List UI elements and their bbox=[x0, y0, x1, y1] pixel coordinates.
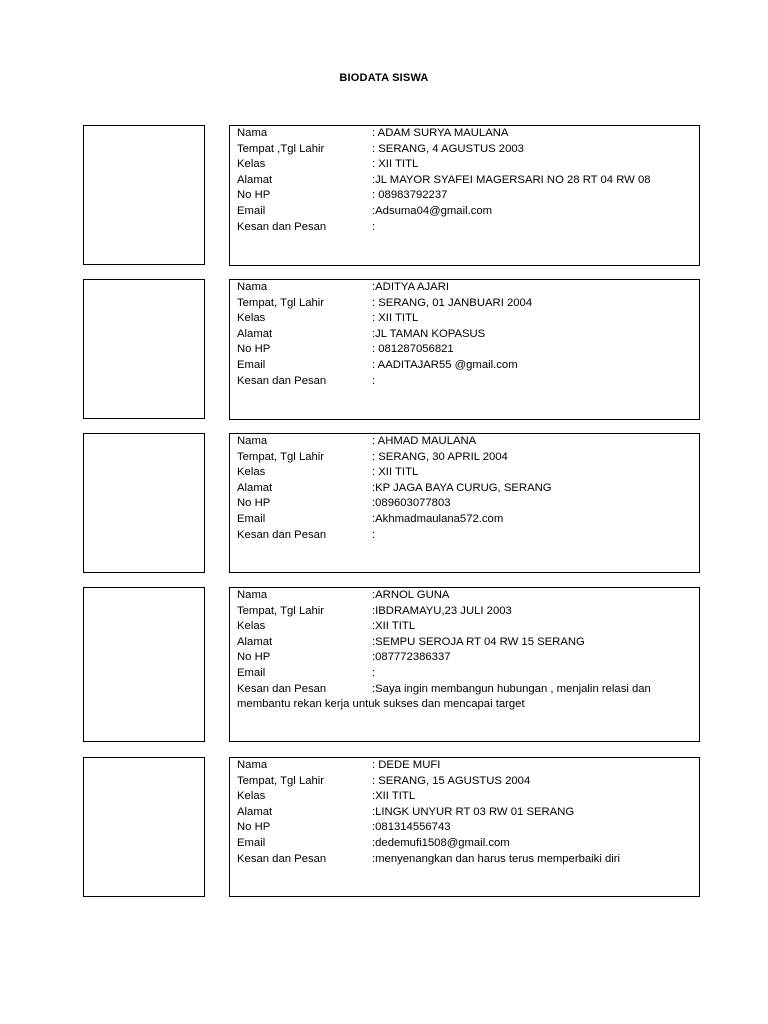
field-row bbox=[237, 852, 691, 868]
field-row bbox=[237, 220, 691, 236]
photo-placeholder bbox=[83, 433, 205, 573]
field-value: :dedemufi1508@gmail.com bbox=[372, 836, 510, 849]
field-label: Kelas bbox=[237, 620, 266, 633]
field-row bbox=[237, 296, 691, 312]
field-label: Email bbox=[237, 358, 266, 371]
field-value: :ADITYA AJARI bbox=[372, 281, 450, 293]
field-row bbox=[237, 588, 691, 604]
field-label: Nama bbox=[237, 127, 268, 139]
field-value: : DEDE MUFI bbox=[372, 759, 441, 771]
info-box bbox=[229, 587, 700, 742]
field-label: Nama bbox=[237, 589, 268, 601]
field-value: :XII TITL bbox=[372, 790, 416, 803]
field-label: Tempat, Tgl Lahir bbox=[237, 604, 325, 617]
field-label: Alamat bbox=[237, 173, 273, 186]
field-label: Alamat bbox=[237, 635, 273, 648]
photo-placeholder bbox=[83, 279, 205, 419]
field-value: :081314556743 bbox=[372, 821, 451, 834]
field-row bbox=[237, 528, 691, 544]
field-label: Tempat, Tgl Lahir bbox=[237, 450, 325, 463]
field-row bbox=[237, 450, 691, 466]
field-value: : bbox=[372, 528, 376, 541]
field-value: :089603077803 bbox=[372, 497, 451, 510]
field-value: : bbox=[372, 374, 376, 387]
field-row bbox=[237, 682, 691, 713]
field-value: :Akhmadmaulana572.com bbox=[372, 512, 504, 525]
photo-placeholder bbox=[83, 125, 205, 265]
field-row bbox=[237, 774, 691, 790]
field-label: No HP bbox=[237, 651, 271, 664]
field-row bbox=[237, 157, 691, 173]
field-value: :087772386337 bbox=[372, 651, 451, 664]
field-row bbox=[237, 481, 691, 497]
field-row bbox=[237, 666, 691, 682]
field-row bbox=[237, 188, 691, 204]
field-label: Email bbox=[237, 836, 266, 849]
field-row bbox=[237, 650, 691, 666]
field-label: Email bbox=[237, 204, 266, 217]
field-label: Nama bbox=[237, 435, 268, 447]
field-value: : AHMAD MAULANA bbox=[372, 435, 477, 447]
field-label: Tempat, Tgl Lahir bbox=[237, 774, 325, 787]
field-label: Tempat, Tgl Lahir bbox=[237, 296, 325, 309]
field-label: Alamat bbox=[237, 805, 273, 818]
field-value: : 081287056821 bbox=[372, 343, 454, 356]
field-value: : XII TITL bbox=[372, 312, 419, 325]
field-row bbox=[237, 311, 691, 327]
field-label: Kesan dan Pesan bbox=[237, 528, 327, 541]
field-value: : SERANG, 30 APRIL 2004 bbox=[372, 450, 508, 463]
field-row bbox=[237, 280, 691, 296]
field-row bbox=[237, 635, 691, 651]
field-value: :KP JAGA BAYA CURUG, SERANG bbox=[372, 481, 552, 494]
info-box bbox=[229, 279, 700, 420]
field-row bbox=[237, 789, 691, 805]
field-row bbox=[237, 374, 691, 390]
field-row bbox=[237, 604, 691, 620]
field-value: :LINGK UNYUR RT 03 RW 01 SERANG bbox=[372, 805, 575, 818]
photo-placeholder bbox=[83, 757, 205, 897]
field-value: :Adsuma04@gmail.com bbox=[372, 204, 493, 217]
field-value: :JL TAMAN KOPASUS bbox=[372, 327, 486, 340]
field-label: No HP bbox=[237, 189, 271, 202]
info-box bbox=[229, 433, 700, 573]
field-row bbox=[237, 142, 691, 158]
field-label: Kesan dan Pesan bbox=[237, 374, 327, 387]
field-row bbox=[237, 619, 691, 635]
field-row bbox=[237, 820, 691, 836]
field-value: : AADITAJAR55 @gmail.com bbox=[372, 358, 518, 371]
field-value: : XII TITL bbox=[372, 466, 419, 479]
field-value: : bbox=[372, 220, 376, 233]
photo-placeholder bbox=[83, 587, 205, 742]
page-title: BIODATA SISWA bbox=[339, 72, 429, 84]
field-row bbox=[237, 805, 691, 821]
field-value: :XII TITL bbox=[372, 620, 416, 633]
field-row bbox=[237, 434, 691, 450]
field-value: : SERANG, 4 AGUSTUS 2003 bbox=[372, 142, 524, 155]
field-value: : XII TITL bbox=[372, 158, 419, 171]
field-label: Alamat bbox=[237, 481, 273, 494]
field-label: Tempat ,Tgl Lahir bbox=[237, 142, 325, 155]
field-row bbox=[237, 358, 691, 374]
field-label: Kelas bbox=[237, 790, 266, 803]
field-value: :IBDRAMAYU,23 JULI 2003 bbox=[372, 604, 512, 617]
info-box bbox=[229, 757, 700, 897]
field-value: : ADAM SURYA MAULANA bbox=[372, 127, 509, 139]
field-value: :ARNOL GUNA bbox=[372, 589, 450, 601]
field-label: Email bbox=[237, 666, 266, 679]
field-label: Kelas bbox=[237, 158, 266, 171]
field-label: Kesan dan Pesan bbox=[237, 682, 327, 695]
field-label: Kelas bbox=[237, 312, 266, 325]
field-value: : SERANG, 01 JANBUARI 2004 bbox=[372, 296, 533, 309]
field-label: No HP bbox=[237, 497, 271, 510]
field-row bbox=[237, 512, 691, 528]
field-label: Kesan dan Pesan bbox=[237, 852, 327, 865]
field-value: : bbox=[372, 666, 376, 679]
field-row bbox=[237, 496, 691, 512]
field-row bbox=[237, 836, 691, 852]
field-label: Kelas bbox=[237, 466, 266, 479]
field-label: Nama bbox=[237, 281, 268, 293]
field-value: :SEMPU SEROJA RT 04 RW 15 SERANG bbox=[372, 635, 585, 648]
field-value: : 08983792237 bbox=[372, 189, 448, 202]
field-label: No HP bbox=[237, 343, 271, 356]
field-label: Kesan dan Pesan bbox=[237, 220, 327, 233]
field-row bbox=[237, 204, 691, 220]
field-label: Nama bbox=[237, 759, 268, 771]
field-label: No HP bbox=[237, 821, 271, 834]
field-row bbox=[237, 342, 691, 358]
field-value: : SERANG, 15 AGUSTUS 2004 bbox=[372, 774, 531, 787]
field-row bbox=[237, 327, 691, 343]
field-row bbox=[237, 173, 691, 189]
field-label: Alamat bbox=[237, 327, 273, 340]
field-row bbox=[237, 758, 691, 774]
field-value: :Saya ingin membangun hubungan , menjalin relasi dan membantu rekan kerja untuk sukses dan mencapai target bbox=[237, 682, 651, 711]
field-row bbox=[237, 126, 691, 142]
field-label: Email bbox=[237, 512, 266, 525]
info-box bbox=[229, 125, 700, 266]
field-value: :menyenangkan dan harus terus memperbaiki diri bbox=[372, 852, 621, 865]
field-value: :JL MAYOR SYAFEI MAGERSARI NO 28 RT 04 RW 08 bbox=[372, 173, 651, 186]
field-row bbox=[237, 465, 691, 481]
